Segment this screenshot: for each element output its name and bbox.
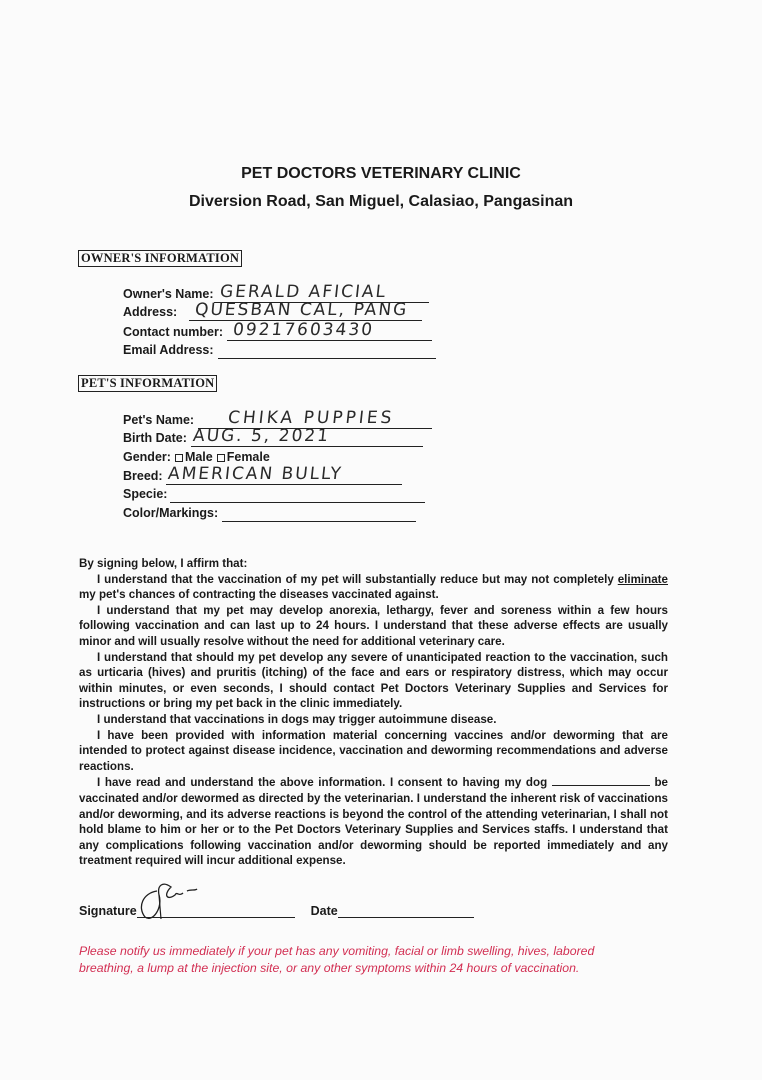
birth-date-label: Birth Date: <box>123 431 187 445</box>
owner-address-line[interactable] <box>189 300 422 321</box>
owner-address-field <box>123 300 422 321</box>
specie-field <box>123 485 425 503</box>
affirmation-paragraph-4: I understand that vaccinations in dogs may trigger autoimmune disease. <box>97 712 497 726</box>
color-line[interactable] <box>222 504 416 522</box>
signature-label: Signature <box>79 904 137 918</box>
owner-email-field <box>123 341 436 359</box>
color-field <box>123 504 416 522</box>
owner-email-label: Email Address: <box>123 343 214 357</box>
clinic-address: Diversion Road, San Miguel, Calasiao, Pangasinan <box>188 193 574 210</box>
date-label: Date <box>310 904 338 918</box>
owner-email-line[interactable] <box>218 341 436 359</box>
owner-address-label: Address: <box>123 305 178 319</box>
owner-name-value: GERALD AFICIAL <box>218 282 388 302</box>
birth-date-line[interactable] <box>191 426 423 447</box>
owner-contact-value: 09217603430 <box>231 320 376 340</box>
signature-scribble <box>133 877 223 921</box>
gender-female-label: Female <box>226 450 270 464</box>
date-line[interactable] <box>338 903 474 918</box>
gender-female-checkbox[interactable] <box>217 454 225 462</box>
pet-name-value: CHIKA PUPPIES <box>227 408 396 428</box>
affirmation-intro: By signing below, I affirm that: <box>79 557 248 570</box>
breed-line[interactable] <box>166 464 402 485</box>
breed-field <box>123 464 402 485</box>
clinic-name: PET DOCTORS VETERINARY CLINIC <box>241 165 521 182</box>
birth-date-field <box>123 426 423 447</box>
affirmation-paragraph-1: I understand that the vaccination of my pet will substantially reduce but may not completely eliminate my pet's chances of contracting the diseases vaccinated against. <box>79 572 668 602</box>
dog-name-blank[interactable] <box>552 774 650 786</box>
affirmation-paragraph-6: I have read and understand the above information. I consent to having my dog be vaccinated and/or dewormed as directed by the veterinarian. I understand the inherent risk of vaccinations and/or deworming, and its adverse reactions is beyond the control of the attending veterinarian, I shall not hold blame to him or her or to the Pet Doctors Veterinary Supplies and Services staffs. I understand that any complications following vaccination and/or deworming should be reported immediately and any treatment required will incur additional expense. <box>79 776 668 868</box>
affirmation-paragraph-5: I have been provided with information material concerning vaccines and/or deworming that are intended to protect against disease incidence, vaccination and deworming recommendations and adverse reactions. <box>79 728 668 773</box>
eliminate-underlined: eliminate <box>617 572 668 586</box>
owner-name-label: Owner's Name: <box>123 287 214 301</box>
owner-contact-label: Contact number: <box>123 325 223 339</box>
specie-line[interactable] <box>170 485 425 503</box>
birth-date-value: AUG. 5, 2021 <box>191 426 331 446</box>
aftercare-notice: Please notify us immediately if your pet has any vomiting, facial or limb swelling, hives, labored breathing, a lump at the injection site, or any other symptoms within 24 hours of vaccination. <box>79 944 595 975</box>
affirmation-paragraph-2: I understand that my pet may develop anorexia, lethargy, fever and soreness within a few hours following vaccination and can last up to 24 hours. I understand that these adverse effects are usually minor and will usually resolve without the need for additional veterinary care. <box>79 603 668 648</box>
owner-section-title: OWNER'S INFORMATION <box>78 250 242 267</box>
breed-value: AMERICAN BULLY <box>166 464 344 484</box>
affirmation-paragraph-3: I understand that should my pet develop any severe of unanticipated reaction to the vaccination, such as urticaria (hives) and pruritis (itching) of the face and ears or respiratory distress, which may occur within minutes, or even seconds, I should contact Pet Doctors Veterinary Supplies and Services for instructions or bring my pet back in the clinic immediately. <box>79 650 668 711</box>
owner-address-value: QUESBAN CAL, PANG <box>194 300 410 320</box>
gender-male-checkbox[interactable] <box>175 454 183 462</box>
gender-label: Gender: <box>123 450 171 464</box>
affirmation-text <box>79 556 668 869</box>
signature-row <box>79 903 474 923</box>
color-label: Color/Markings: <box>123 506 219 520</box>
pet-section-title: PET'S INFORMATION <box>78 375 217 392</box>
gender-male-label: Male <box>184 450 213 464</box>
breed-label: Breed: <box>123 469 163 483</box>
pet-name-label: Pet's Name: <box>123 413 195 427</box>
signature-line[interactable] <box>137 903 295 918</box>
specie-label: Specie: <box>123 487 168 501</box>
owner-contact-field <box>123 320 432 341</box>
owner-contact-line[interactable] <box>227 320 432 341</box>
